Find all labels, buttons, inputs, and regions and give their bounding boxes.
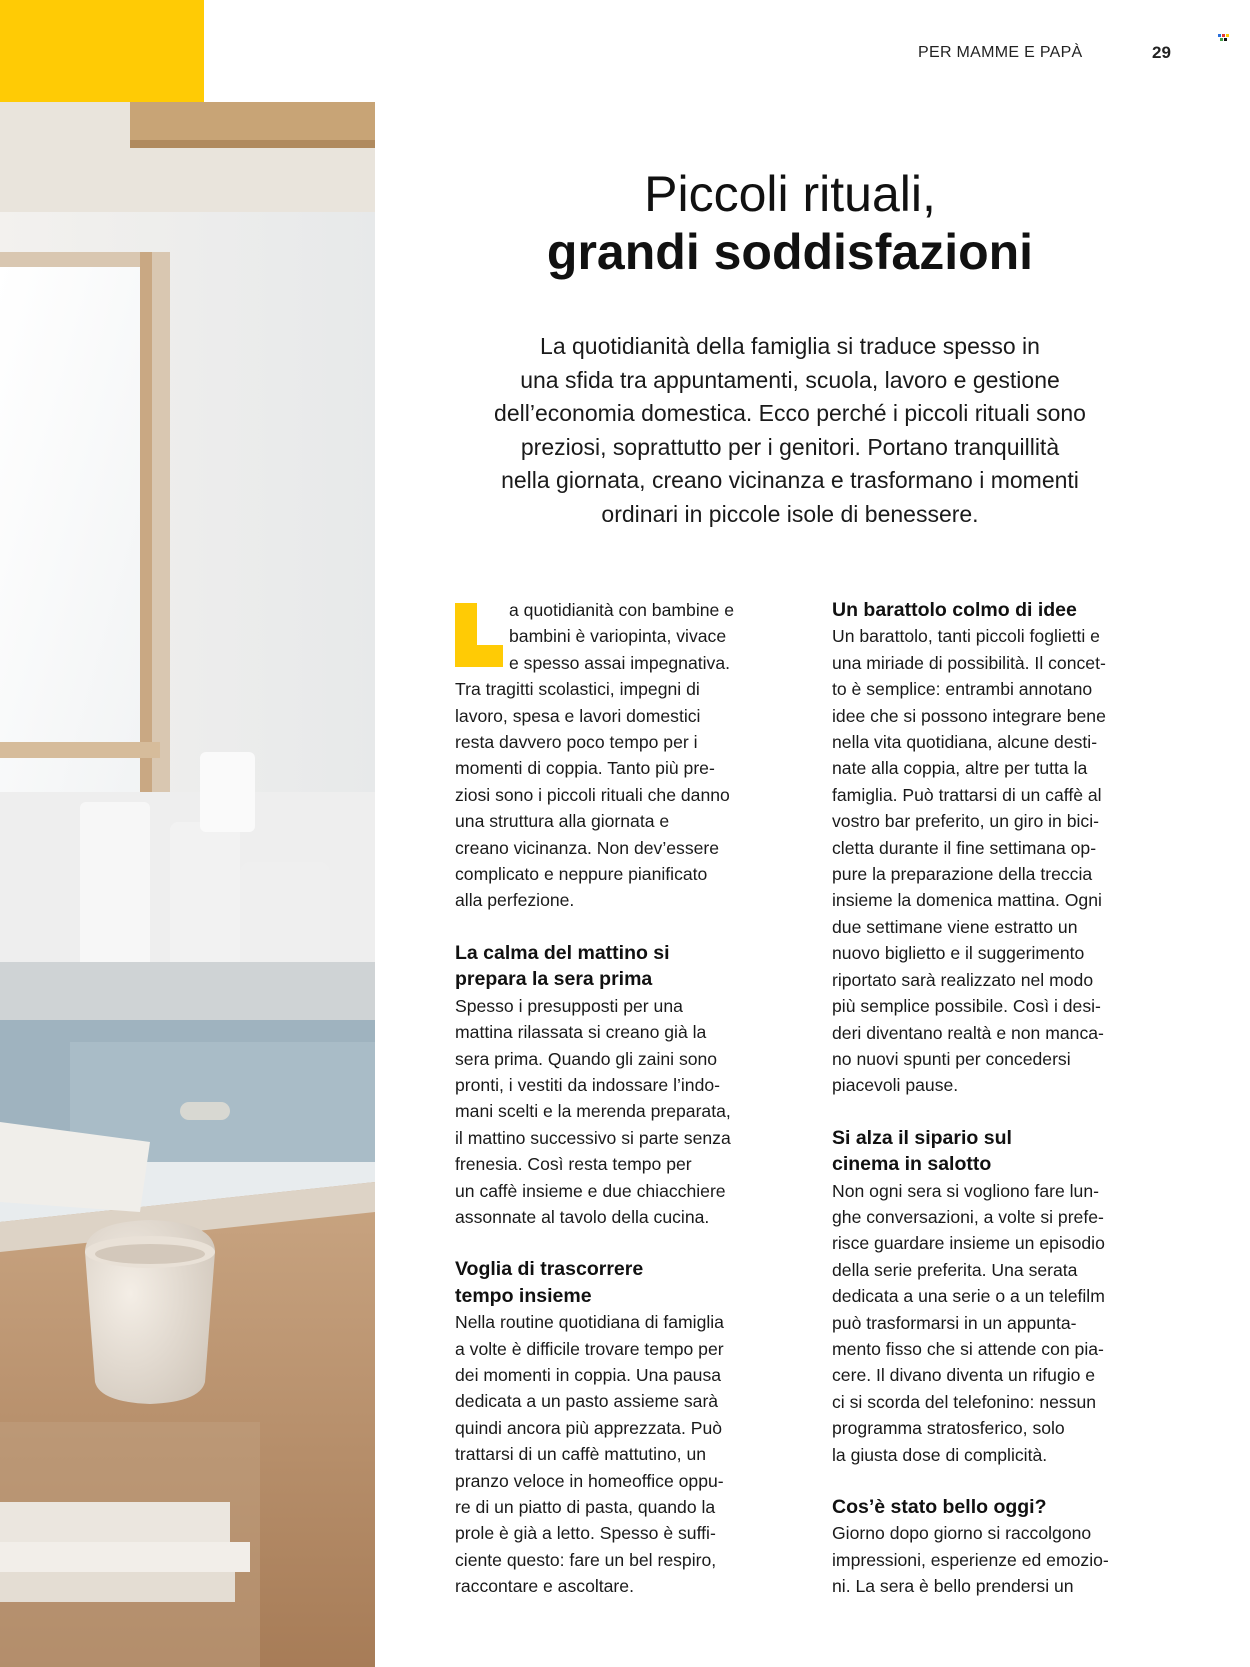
- lead-paragraph-rest: [455, 676, 815, 914]
- text-line: raccontare e ascoltare.: [455, 1576, 634, 1597]
- text-line: cletta durante il fine settimana op-: [832, 837, 1097, 858]
- intro-paragraph: [440, 330, 1140, 531]
- text-line: resta davvero poco tempo per i: [455, 732, 698, 753]
- text-line: riportato sarà realizzato nel modo: [832, 969, 1094, 990]
- text-line: Non ogni sera si vogliono fare lun-: [832, 1180, 1099, 1201]
- text-line: nuovo biglietto e il suggerimento: [832, 943, 1085, 964]
- text-line: insieme la domenica mattina. Ogni: [832, 890, 1102, 911]
- text-line: deri diventano realtà e non manca-: [832, 1022, 1104, 1043]
- text-line: Un barattolo, tanti piccoli foglietti e: [832, 626, 1100, 647]
- text-line: ziosi sono i piccoli rituali che danno: [455, 784, 730, 805]
- text-line: dedicata a un pasto assieme sarà: [455, 1391, 719, 1412]
- text-line: dei momenti in coppia. Una pausa: [455, 1364, 722, 1385]
- text-line: lavoro, spesa e lavori domestici: [455, 705, 701, 726]
- text-line: idee che si possono integrare bene: [832, 705, 1106, 726]
- text-line: e spesso assai impegnativa.: [509, 652, 731, 673]
- title-line-1: Piccoli rituali,: [644, 166, 936, 222]
- text-line: alla perfezione.: [455, 890, 575, 911]
- text-line: più semplice possibile. Così i desi-: [832, 996, 1101, 1017]
- text-line: una miriade di possibilità. Il concet-: [832, 652, 1106, 673]
- intro-line: ordinari in piccole isole di benessere.: [601, 500, 979, 527]
- text-line: impressioni, esperienze ed emozio-: [832, 1549, 1109, 1570]
- section-label: PER MAMME E PAPÀ: [918, 44, 1083, 61]
- text-line: Nella routine quotidiana di famiglia: [455, 1312, 724, 1333]
- text-line: il mattino successivo si parte senza: [455, 1127, 731, 1148]
- page-number: 29: [1152, 43, 1171, 62]
- text-line: quindi ancora più apprezzata. Può: [455, 1417, 723, 1438]
- title-line-2: grandi soddisfazioni: [546, 224, 1034, 280]
- intro-line: preziosi, soprattutto per i genitori. Portano tranquillità: [520, 433, 1060, 460]
- lead-text-top: [509, 597, 815, 676]
- text-line: ci si scorda del telefonino: nessun: [832, 1391, 1097, 1412]
- text-line: momenti di coppia. Tanto più pre-: [455, 758, 715, 779]
- text-line: bambini è variopinta, vivace: [509, 626, 727, 647]
- text-line: cere. Il divano diventa un rifugio e: [832, 1365, 1096, 1386]
- intro-line: dell’economia domestica. Ecco perché i piccoli rituali sono: [494, 400, 1086, 426]
- left-column: [455, 597, 815, 1600]
- text-line: re di un piatto di pasta, quando la: [455, 1497, 716, 1517]
- text-line: una struttura alla giornata e: [455, 811, 670, 832]
- text-line: mani scelti e la merenda preparata,: [455, 1101, 731, 1122]
- text-line: complicato e neppure pianificato: [455, 864, 708, 885]
- intro-line: una sfida tra appuntamenti, scuola, lavoro e gestione: [520, 366, 1060, 393]
- text-line: no nuovi spunti per concedersi: [832, 1048, 1071, 1069]
- section-heading: Voglia di trascorrere: [455, 1258, 644, 1281]
- right-column: [832, 597, 1162, 1600]
- text-line: ciente questo: fare un bel respiro,: [455, 1549, 717, 1570]
- text-line: mattina rilassata si creano già la: [455, 1022, 707, 1043]
- text-line: vostro bar preferito, un giro in bici-: [832, 811, 1099, 832]
- text-line: ghe conversazioni, a volte si prefe-: [832, 1206, 1104, 1227]
- section-heading: tempo insieme: [455, 1284, 592, 1307]
- text-line: programma stratosferico, solo: [832, 1418, 1065, 1439]
- text-line: può trasformarsi in un appunta-: [832, 1312, 1077, 1333]
- text-line: piacevoli pause.: [832, 1075, 959, 1096]
- text-line: assonnate al tavolo della cucina.: [455, 1206, 710, 1227]
- article-title: [470, 165, 1110, 281]
- text-line: due settimane viene estratto un: [832, 916, 1078, 937]
- text-line: nate alla coppia, altre per tutta la: [832, 758, 1088, 779]
- section-heading: cinema in salotto: [832, 1153, 992, 1176]
- intro-line: La quotidianità della famiglia si traduce spesso in: [540, 333, 1040, 359]
- text-line: Giorno dopo giorno si raccolgono: [832, 1523, 1092, 1544]
- text-line: della serie preferita. Una serata: [832, 1259, 1078, 1280]
- text-line: Spesso i presupposti per una: [455, 995, 683, 1016]
- text-line: creano vicinanza. Non dev’essere: [455, 837, 720, 858]
- text-line: frenesia. Così resta tempo per: [455, 1154, 692, 1175]
- text-line: pranzo veloce in homeoffice oppu-: [455, 1470, 724, 1491]
- section-heading: Un barattolo colmo di idee: [832, 599, 1077, 621]
- text-line: famiglia. Può trattarsi di un caffè al: [832, 784, 1102, 805]
- text-line: ni. La sera è bello prendersi un: [832, 1576, 1074, 1597]
- corner-marks-icon: [1218, 34, 1230, 42]
- section-heading: Cos’è stato bello oggi?: [832, 1496, 1047, 1518]
- text-line: pure la preparazione della treccia: [832, 864, 1093, 885]
- section-heading: Si alza il sipario sul: [832, 1126, 1012, 1149]
- section-heading: prepara la sera prima: [455, 968, 653, 991]
- text-line: dedicata a una serie o a un telefilm: [832, 1286, 1105, 1307]
- yellow-corner-tab: [0, 0, 204, 102]
- intro-line: nella giornata, creano vicinanza e trasformano i momenti: [501, 467, 1079, 493]
- drop-cap: [455, 603, 503, 667]
- text-line: trattarsi di un caffè mattutino, un: [455, 1444, 707, 1465]
- text-line: to è semplice: entrambi annotano: [832, 679, 1093, 700]
- text-line: sera prima. Quando gli zaini sono: [455, 1048, 718, 1069]
- text-line: pronti, i vestiti da indossare l’indo-: [455, 1074, 721, 1095]
- section-heading: La calma del mattino si: [455, 941, 670, 964]
- text-line: risce guardare insieme un episodio: [832, 1233, 1105, 1254]
- text-line: mento fisso che si attende con pia-: [832, 1338, 1104, 1359]
- kitchen-photo: [0, 102, 375, 1667]
- text-line: la giusta dose di complicità.: [832, 1444, 1048, 1465]
- text-line: a volte è difficile trovare tempo per: [455, 1338, 724, 1359]
- text-line: Tra tragitti scolastici, impegni di: [455, 679, 700, 700]
- text-line: prole è già a letto. Spesso è suffi-: [455, 1523, 716, 1544]
- text-line: un caffè insieme e due chiacchiere: [455, 1180, 726, 1201]
- text-line: nella vita quotidiana, alcune desti-: [832, 732, 1098, 753]
- lead-paragraph-top: [455, 597, 815, 676]
- text-line: a quotidianità con bambine e: [509, 600, 734, 620]
